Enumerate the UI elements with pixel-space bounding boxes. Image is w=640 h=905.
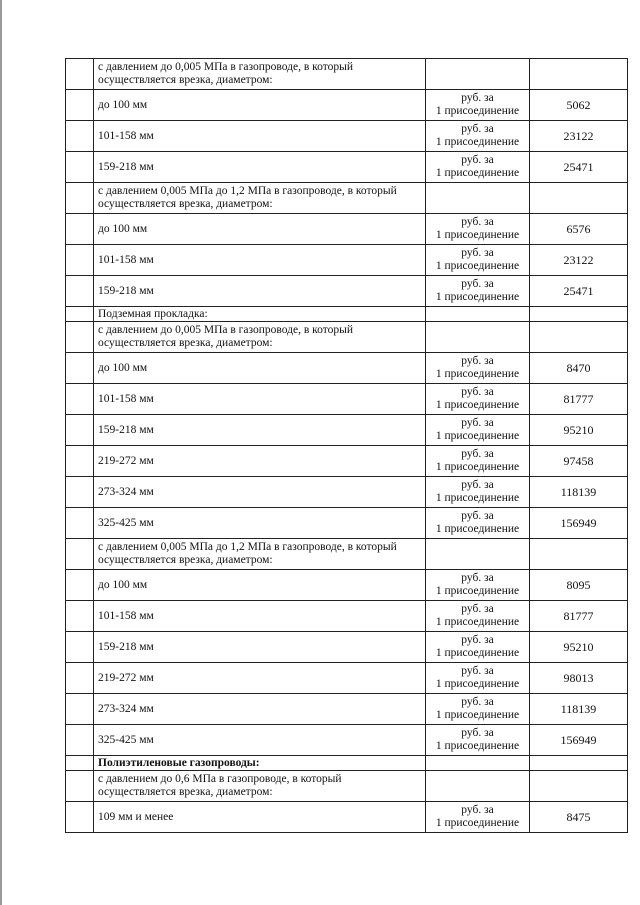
unit-line-1: руб. за	[461, 665, 494, 677]
diameter-label: 109 мм и менее	[94, 802, 426, 833]
row-number-cell	[66, 756, 94, 771]
unit-cell	[426, 663, 530, 694]
unit-cell	[426, 508, 530, 539]
empty-value-cell	[530, 756, 628, 771]
price-value: 118139	[530, 477, 628, 508]
price-value: 156949	[530, 508, 628, 539]
row-number-cell	[66, 415, 94, 446]
unit-cell	[426, 245, 530, 276]
unit-line-1: руб. за	[461, 510, 494, 522]
diameter-label: до 100 мм	[94, 214, 426, 245]
row-number-cell	[66, 771, 94, 802]
table-row	[66, 570, 628, 601]
pressure-group-header: с давлением до 0,6 МПа в газопроводе, в который осуществляется врезка, диаметром:	[94, 771, 426, 802]
pressure-group-header-row	[66, 183, 628, 214]
row-number-cell	[66, 539, 94, 570]
unit-line-2: 1 присоединение	[435, 105, 520, 117]
diameter-label: 101-158 мм	[94, 384, 426, 415]
unit-line-2: 1 присоединение	[435, 430, 520, 442]
row-number-cell	[66, 183, 94, 214]
unit-cell	[426, 121, 530, 152]
price-value: 95210	[530, 632, 628, 663]
pressure-group-header-row	[66, 539, 628, 570]
row-number-cell	[66, 694, 94, 725]
empty-unit-cell	[426, 322, 530, 353]
row-number-cell	[66, 59, 94, 90]
row-number-cell	[66, 725, 94, 756]
unit-line-2: 1 присоединение	[435, 616, 520, 628]
diameter-label: 219-272 мм	[94, 663, 426, 694]
empty-value-cell	[530, 539, 628, 570]
unit-line-1: руб. за	[461, 448, 494, 460]
empty-unit-cell	[426, 539, 530, 570]
row-number-cell	[66, 353, 94, 384]
unit-cell	[426, 152, 530, 183]
price-value: 8470	[530, 353, 628, 384]
unit-line-2: 1 присоединение	[435, 136, 520, 148]
row-number-cell	[66, 384, 94, 415]
row-number-cell	[66, 663, 94, 694]
diameter-label: 159-218 мм	[94, 276, 426, 307]
unit-line-1: руб. за	[461, 154, 494, 166]
row-number-cell	[66, 570, 94, 601]
section-title-row	[66, 756, 628, 771]
section-title: Полиэтиленовые газопроводы:	[94, 756, 426, 771]
table-row	[66, 446, 628, 477]
price-value: 8475	[530, 802, 628, 833]
row-number-cell	[66, 121, 94, 152]
table-row	[66, 663, 628, 694]
price-value: 81777	[530, 384, 628, 415]
table-row	[66, 214, 628, 245]
table-row	[66, 90, 628, 121]
diameter-label: 101-158 мм	[94, 245, 426, 276]
unit-line-2: 1 присоединение	[435, 492, 520, 504]
price-value: 23122	[530, 121, 628, 152]
empty-unit-cell	[426, 756, 530, 771]
unit-cell	[426, 353, 530, 384]
unit-line-1: руб. за	[461, 123, 494, 135]
row-number-cell	[66, 245, 94, 276]
unit-line-2: 1 присоединение	[435, 291, 520, 303]
empty-value-cell	[530, 183, 628, 214]
unit-cell	[426, 601, 530, 632]
price-value: 23122	[530, 245, 628, 276]
table-row	[66, 353, 628, 384]
unit-line-1: руб. за	[461, 804, 494, 816]
unit-line-2: 1 присоединение	[435, 817, 520, 829]
tariff-table	[65, 58, 628, 833]
unit-line-1: руб. за	[461, 634, 494, 646]
tariff-table-body	[66, 59, 628, 833]
unit-line-1: руб. за	[461, 696, 494, 708]
unit-cell	[426, 90, 530, 121]
unit-line-2: 1 присоединение	[435, 461, 520, 473]
diameter-label: до 100 мм	[94, 570, 426, 601]
unit-line-1: руб. за	[461, 92, 494, 104]
table-row	[66, 632, 628, 663]
unit-line-1: руб. за	[461, 727, 494, 739]
unit-line-2: 1 присоединение	[435, 368, 520, 380]
row-number-cell	[66, 307, 94, 322]
pressure-group-header: с давлением 0,005 МПа до 1,2 МПа в газопроводе, в который осуществляется врезка, диаметром:	[94, 183, 426, 214]
diameter-label: до 100 мм	[94, 353, 426, 384]
table-row	[66, 245, 628, 276]
diameter-label: 159-218 мм	[94, 152, 426, 183]
unit-line-1: руб. за	[461, 278, 494, 290]
pressure-group-header: с давлением до 0,005 МПа в газопроводе, в который осуществляется врезка, диаметром:	[94, 322, 426, 353]
section-title-row	[66, 307, 628, 322]
unit-cell	[426, 446, 530, 477]
row-number-cell	[66, 601, 94, 632]
unit-line-2: 1 присоединение	[435, 585, 520, 597]
price-value: 97458	[530, 446, 628, 477]
unit-line-1: руб. за	[461, 386, 494, 398]
empty-value-cell	[530, 59, 628, 90]
row-number-cell	[66, 802, 94, 833]
diameter-label: 273-324 мм	[94, 477, 426, 508]
price-value: 156949	[530, 725, 628, 756]
table-row	[66, 508, 628, 539]
pressure-group-header-row	[66, 322, 628, 353]
price-value: 25471	[530, 152, 628, 183]
unit-line-2: 1 присоединение	[435, 399, 520, 411]
empty-value-cell	[530, 771, 628, 802]
table-row	[66, 121, 628, 152]
empty-unit-cell	[426, 183, 530, 214]
unit-cell	[426, 802, 530, 833]
unit-line-2: 1 присоединение	[435, 709, 520, 721]
table-row	[66, 415, 628, 446]
scan-left-edge	[0, 0, 2, 905]
unit-line-1: руб. за	[461, 247, 494, 259]
row-number-cell	[66, 276, 94, 307]
unit-line-1: руб. за	[461, 216, 494, 228]
row-number-cell	[66, 632, 94, 663]
row-number-cell	[66, 322, 94, 353]
pressure-group-header-row	[66, 771, 628, 802]
unit-line-1: руб. за	[461, 355, 494, 367]
row-number-cell	[66, 152, 94, 183]
unit-line-2: 1 присоединение	[435, 167, 520, 179]
unit-line-2: 1 присоединение	[435, 523, 520, 535]
row-number-cell	[66, 90, 94, 121]
unit-line-1: руб. за	[461, 603, 494, 615]
diameter-label: 325-425 мм	[94, 725, 426, 756]
diameter-label: 325-425 мм	[94, 508, 426, 539]
diameter-label: до 100 мм	[94, 90, 426, 121]
pressure-group-header-row	[66, 59, 628, 90]
unit-cell	[426, 694, 530, 725]
unit-cell	[426, 214, 530, 245]
price-value: 8095	[530, 570, 628, 601]
diameter-label: 101-158 мм	[94, 601, 426, 632]
empty-unit-cell	[426, 771, 530, 802]
unit-cell	[426, 477, 530, 508]
price-value: 98013	[530, 663, 628, 694]
unit-line-2: 1 присоединение	[435, 260, 520, 272]
diameter-label: 219-272 мм	[94, 446, 426, 477]
empty-value-cell	[530, 322, 628, 353]
price-value: 25471	[530, 276, 628, 307]
row-number-cell	[66, 477, 94, 508]
price-value: 6576	[530, 214, 628, 245]
table-row	[66, 276, 628, 307]
unit-cell	[426, 276, 530, 307]
table-row	[66, 802, 628, 833]
section-title: Подземная прокладка:	[94, 307, 426, 322]
table-row	[66, 725, 628, 756]
table-row	[66, 601, 628, 632]
row-number-cell	[66, 446, 94, 477]
empty-unit-cell	[426, 307, 530, 322]
unit-cell	[426, 725, 530, 756]
unit-line-1: руб. за	[461, 417, 494, 429]
pressure-group-header: с давлением 0,005 МПа до 1,2 МПа в газопроводе, в который осуществляется врезка, диаметром:	[94, 539, 426, 570]
unit-line-2: 1 присоединение	[435, 229, 520, 241]
unit-cell	[426, 632, 530, 663]
diameter-label: 159-218 мм	[94, 632, 426, 663]
table-row	[66, 477, 628, 508]
unit-line-2: 1 присоединение	[435, 740, 520, 752]
diameter-label: 159-218 мм	[94, 415, 426, 446]
table-row	[66, 152, 628, 183]
unit-cell	[426, 384, 530, 415]
row-number-cell	[66, 508, 94, 539]
price-value: 118139	[530, 694, 628, 725]
table-row	[66, 694, 628, 725]
pressure-group-header: с давлением до 0,005 МПа в газопроводе, в который осуществляется врезка, диаметром:	[94, 59, 426, 90]
empty-unit-cell	[426, 59, 530, 90]
row-number-cell	[66, 214, 94, 245]
unit-line-2: 1 присоединение	[435, 678, 520, 690]
price-value: 5062	[530, 90, 628, 121]
unit-cell	[426, 570, 530, 601]
unit-line-1: руб. за	[461, 479, 494, 491]
unit-cell	[426, 415, 530, 446]
diameter-label: 273-324 мм	[94, 694, 426, 725]
price-value: 95210	[530, 415, 628, 446]
diameter-label: 101-158 мм	[94, 121, 426, 152]
unit-line-1: руб. за	[461, 572, 494, 584]
price-value: 81777	[530, 601, 628, 632]
unit-line-2: 1 присоединение	[435, 647, 520, 659]
empty-value-cell	[530, 307, 628, 322]
table-row	[66, 384, 628, 415]
